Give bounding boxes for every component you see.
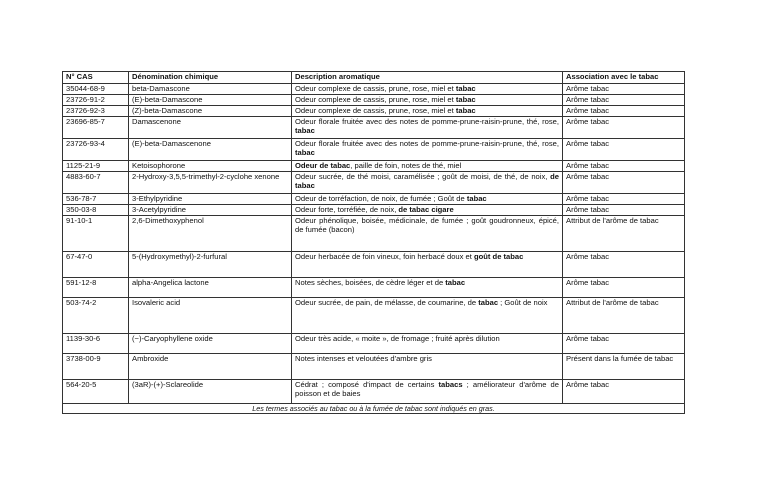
chemical-name: (E)-beta-Damascone bbox=[129, 95, 292, 106]
tobacco-association: Arôme tabac bbox=[563, 95, 685, 106]
cas-number: 67-47-0 bbox=[63, 252, 129, 278]
description-text: Odeur très acide, « moite », de fromage ; fruité après dilution bbox=[295, 334, 500, 343]
cas-number: 1125-21-9 bbox=[63, 161, 129, 172]
table-row bbox=[63, 106, 685, 117]
aroma-description bbox=[292, 334, 563, 354]
aroma-description bbox=[292, 161, 563, 172]
header-name: Dénomination chimique bbox=[129, 72, 292, 84]
table-row bbox=[63, 334, 685, 354]
tobacco-association: Arôme tabac bbox=[563, 117, 685, 139]
tobacco-term: goût de tabac bbox=[474, 252, 524, 261]
cas-number: 350-03-8 bbox=[63, 205, 129, 216]
cas-number: 91-10-1 bbox=[63, 216, 129, 252]
description-text: Cédrat ; composé d'impact de certains bbox=[295, 380, 439, 389]
chemical-name: 2,6-Dimethoxyphenol bbox=[129, 216, 292, 252]
tobacco-term: tabac bbox=[455, 95, 476, 104]
tobacco-term: de tabac bbox=[295, 172, 559, 191]
chemical-name: 2-Hydroxy-3,5,5-trimethyl-2-cyclohe xenone bbox=[129, 172, 292, 194]
chemical-name: 5-(Hydroxymethyl)-2-furfural bbox=[129, 252, 292, 278]
table-row bbox=[63, 380, 685, 404]
aroma-description bbox=[292, 194, 563, 205]
cas-number: 564-20-5 bbox=[63, 380, 129, 404]
table-header-row bbox=[63, 72, 685, 84]
cas-number: 23696-85-7 bbox=[63, 117, 129, 139]
tobacco-term: tabac bbox=[455, 84, 476, 93]
table-row bbox=[63, 278, 685, 298]
cas-number: 1139-30-6 bbox=[63, 334, 129, 354]
header-association: Association avec le tabac bbox=[563, 72, 685, 84]
cas-number: 503-74-2 bbox=[63, 298, 129, 334]
aroma-description bbox=[292, 205, 563, 216]
table-row bbox=[63, 161, 685, 172]
description-text: ; améliorateur d'arôme de poisson et de baies bbox=[295, 380, 559, 399]
cas-number: 23726-92-3 bbox=[63, 106, 129, 117]
cas-number: 23726-93-4 bbox=[63, 139, 129, 161]
description-text: Odeur complexe de cassis, prune, rose, miel et bbox=[295, 95, 456, 104]
description-text: Odeur complexe de cassis, prune, rose, miel et bbox=[295, 106, 456, 115]
footnote: Les termes associés au tabac ou à la fumée de tabac sont indiqués en gras. bbox=[63, 404, 685, 414]
tobacco-term: tabac bbox=[445, 278, 466, 287]
table-row bbox=[63, 205, 685, 216]
tobacco-association: Arôme tabac bbox=[563, 161, 685, 172]
aroma-description bbox=[292, 278, 563, 298]
description-text: Odeur sucrée, de thé moisi, caramélisée ; goût de moisi, de thé, de noix, bbox=[295, 172, 551, 181]
document-page bbox=[62, 71, 684, 414]
table-row bbox=[63, 172, 685, 194]
table-row bbox=[63, 298, 685, 334]
table-row bbox=[63, 252, 685, 278]
tobacco-association: Arôme tabac bbox=[563, 106, 685, 117]
tobacco-association: Arôme tabac bbox=[563, 172, 685, 194]
description-text: Odeur herbacée de foin vineux, foin herbacé doux et bbox=[295, 252, 474, 261]
tobacco-association: Arôme tabac bbox=[563, 334, 685, 354]
header-cas: N° CAS bbox=[63, 72, 129, 84]
chemical-name: Damascenone bbox=[129, 117, 292, 139]
cas-number: 4883-60-7 bbox=[63, 172, 129, 194]
tobacco-association: Arôme tabac bbox=[563, 194, 685, 205]
description-text: Odeur phénolique, boisée, médicinale, de fumée ; goût goudronneux, épicé, de fumée (bacon) bbox=[295, 216, 559, 235]
description-text: Odeur de torréfaction, de noix, de fumée ; Goût de bbox=[295, 194, 467, 203]
tobacco-term: tabac bbox=[478, 298, 499, 307]
description-text: ; Goût de noix bbox=[498, 298, 548, 307]
tobacco-term: tabac bbox=[466, 194, 487, 203]
description-text: Odeur complexe de cassis, prune, rose, miel et bbox=[295, 84, 456, 93]
aroma-description bbox=[292, 172, 563, 194]
tobacco-association: Présent dans la fumée de tabac bbox=[563, 354, 685, 380]
tobacco-term: tabacs bbox=[438, 380, 463, 389]
table-row bbox=[63, 354, 685, 380]
tobacco-term: Odeur de tabac bbox=[295, 161, 351, 170]
tobacco-association: Arôme tabac bbox=[563, 252, 685, 278]
aroma-description bbox=[292, 216, 563, 252]
aroma-description bbox=[292, 354, 563, 380]
table-row bbox=[63, 117, 685, 139]
description-text: Odeur florale fruitée avec des notes de pomme-prune-raisin-prune, thé, rose, bbox=[295, 139, 559, 148]
tobacco-association: Arôme tabac bbox=[563, 205, 685, 216]
description-text: Notes intenses et veloutées d'ambre gris bbox=[295, 354, 432, 363]
chemical-name: (3aR)-(+)-Sclareolide bbox=[129, 380, 292, 404]
footnote-row bbox=[63, 404, 685, 414]
tobacco-term: tabac bbox=[455, 106, 476, 115]
chemical-name: Ketoisophorone bbox=[129, 161, 292, 172]
table-row bbox=[63, 194, 685, 205]
chemical-name: alpha-Angelica lactone bbox=[129, 278, 292, 298]
header-description: Description aromatique bbox=[292, 72, 563, 84]
chemical-name: (E)-beta-Damascenone bbox=[129, 139, 292, 161]
cas-number: 23726-91-2 bbox=[63, 95, 129, 106]
tobacco-term: de tabac cigare bbox=[398, 205, 454, 214]
cas-number: 35044-68-9 bbox=[63, 84, 129, 95]
aroma-description bbox=[292, 139, 563, 161]
description-text: Odeur sucrée, de pain, de mélasse, de coumarine, de bbox=[295, 298, 479, 307]
aroma-description bbox=[292, 252, 563, 278]
aroma-description bbox=[292, 380, 563, 404]
description-text: Odeur forte, torréfiée, de noix, bbox=[295, 205, 399, 214]
table-row bbox=[63, 139, 685, 161]
aroma-description bbox=[292, 117, 563, 139]
table-row bbox=[63, 216, 685, 252]
description-text: , paille de foin, notes de thé, miel bbox=[350, 161, 462, 170]
cas-number: 3738-00-9 bbox=[63, 354, 129, 380]
cas-number: 536-78-7 bbox=[63, 194, 129, 205]
tobacco-association: Attribut de l'arôme de tabac bbox=[563, 298, 685, 334]
tobacco-term: tabac bbox=[295, 148, 315, 158]
chemical-name: (Z)-beta-Damascone bbox=[129, 106, 292, 117]
tobacco-association: Arôme tabac bbox=[563, 278, 685, 298]
chemical-name: (−)-Caryophyllene oxide bbox=[129, 334, 292, 354]
chemical-name: Ambroxide bbox=[129, 354, 292, 380]
aroma-description bbox=[292, 298, 563, 334]
tobacco-association: Arôme tabac bbox=[563, 380, 685, 404]
chemical-name: 3-Acetylpyridine bbox=[129, 205, 292, 216]
description-text: Notes sèches, boisées, de cèdre léger et de bbox=[295, 278, 446, 287]
aroma-description bbox=[292, 95, 563, 106]
tobacco-association: Arôme tabac bbox=[563, 139, 685, 161]
table-row bbox=[63, 84, 685, 95]
chemical-name: beta-Damascone bbox=[129, 84, 292, 95]
table-body bbox=[63, 84, 685, 404]
aroma-table bbox=[62, 71, 685, 414]
table-row bbox=[63, 95, 685, 106]
tobacco-association: Attribut de l'arôme de tabac bbox=[563, 216, 685, 252]
chemical-name: Isovaleric acid bbox=[129, 298, 292, 334]
tobacco-term: tabac bbox=[295, 126, 315, 136]
aroma-description bbox=[292, 106, 563, 117]
chemical-name: 3-Ethylpyridine bbox=[129, 194, 292, 205]
description-text: Odeur florale fruitée avec des notes de pomme-prune-raisin-prune, thé, rose, bbox=[295, 117, 559, 126]
aroma-description bbox=[292, 84, 563, 95]
cas-number: 591-12-8 bbox=[63, 278, 129, 298]
tobacco-association: Arôme tabac bbox=[563, 84, 685, 95]
